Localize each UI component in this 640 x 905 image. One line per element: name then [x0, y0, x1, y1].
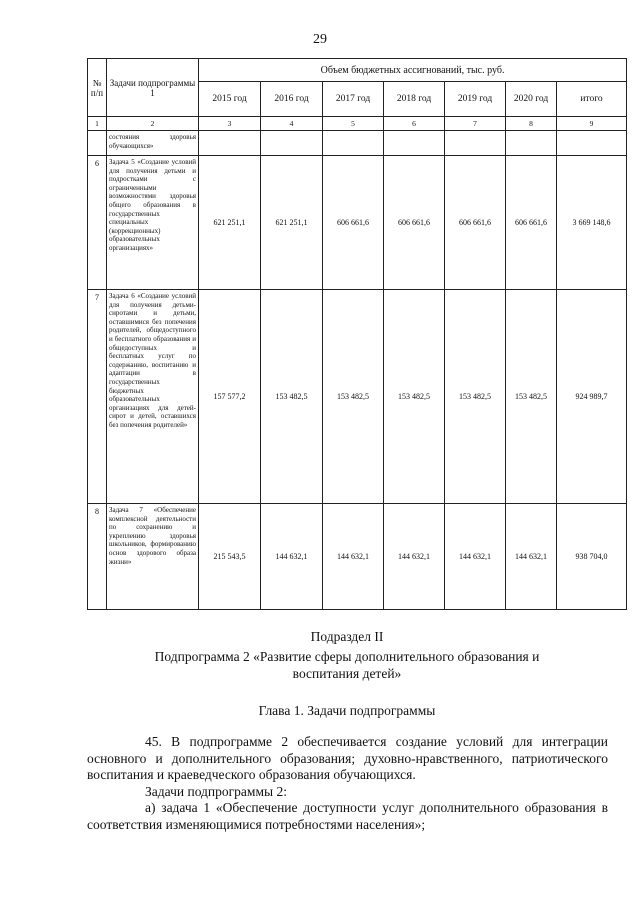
header-year-2015: 2015 год: [199, 82, 261, 117]
body-text: [87, 734, 608, 833]
value-cell: 606 661,6: [445, 156, 506, 290]
task-cell: Задача 7 «Обеспечение комплексной деятельности по сохранению и укреплению здоровья школьников, формированию основ здорового образа жизни»: [107, 504, 199, 610]
paragraph-45: 45. В подпрограмме 2 обеспечивается создание условий для интеграции основного и дополнительного образования; духовно-нравственного, патриотического воспитания и краеведческого образования обучающихся.: [87, 734, 608, 782]
header-year-2017: 2017 год: [323, 82, 384, 117]
row-number: 7: [88, 290, 107, 504]
task-cell: Задача 6 «Создание условий для получения детьми-сиротами и детьми, оставшимися без попечения родителей, общедоступного и бесплатного образования и общедоступных и бесплатных услуг по содержанию, воспитанию и адаптации в государственных бюджетных образовательных организациях для детей-сирот и детей, оставшихся без попечения родителей»: [107, 290, 199, 504]
table-row: [88, 156, 627, 290]
value-cell: 153 482,5: [261, 290, 323, 504]
header-year-2016: 2016 год: [261, 82, 323, 117]
subprogram-title-line1: Подпрограмма 2 «Развитие сферы дополнительного образования и: [154, 649, 540, 664]
table-row: [88, 504, 627, 610]
value-cell-total: 938 704,0: [557, 504, 627, 610]
value-cell: 144 632,1: [384, 504, 445, 610]
value-cell: 606 661,6: [384, 156, 445, 290]
value-cell: 144 632,1: [506, 504, 557, 610]
value-cell: 153 482,5: [506, 290, 557, 504]
value-cell: 621 251,1: [261, 156, 323, 290]
header-row-1: [88, 59, 627, 82]
column-number: 6: [384, 117, 445, 131]
value-cell: 153 482,5: [323, 290, 384, 504]
task-cell: Задача 5 «Создание условий для получения детьми и подростками с ограниченными возможностями здоровья общего образования в государственных специальных (коррекционных) образовательных организациях»: [107, 156, 199, 290]
header-year-2018: 2018 год: [384, 82, 445, 117]
value-cell: 144 632,1: [261, 504, 323, 610]
value-cell: 606 661,6: [323, 156, 384, 290]
column-number: 3: [199, 117, 261, 131]
header-year-2020: 2020 год: [506, 82, 557, 117]
value-cell: 144 632,1: [445, 504, 506, 610]
value-cell: 606 661,6: [506, 156, 557, 290]
value-cell: 153 482,5: [445, 290, 506, 504]
header-num: № п/п: [88, 59, 107, 117]
header-task: Задачи подпрограммы 1: [107, 59, 199, 117]
row-number: 8: [88, 504, 107, 610]
header-budget: Объем бюджетных ассигнований, тыс. руб.: [199, 59, 627, 82]
table-row: [88, 290, 627, 504]
column-number: 5: [323, 117, 384, 131]
subsection-heading: Подраздел II: [310, 629, 384, 644]
column-number: 1: [88, 117, 107, 131]
column-number: 2: [107, 117, 199, 131]
column-number: 7: [445, 117, 506, 131]
column-number-row: [88, 117, 627, 131]
header-total: итого: [557, 82, 627, 117]
header-year-2019: 2019 год: [445, 82, 506, 117]
column-number: 9: [557, 117, 627, 131]
value-cell: 144 632,1: [323, 504, 384, 610]
value-cell: 153 482,5: [384, 290, 445, 504]
task-cell: состояния здоровья обучающихся»: [107, 131, 199, 156]
budget-table: [87, 58, 627, 610]
value-cell: 157 577,2: [199, 290, 261, 504]
column-number: 8: [506, 117, 557, 131]
task-a-paragraph: а) задача 1 «Обеспечение доступности услуг дополнительного образования в соответствия изменяющимися потребностями населения»;: [87, 800, 608, 832]
value-cell-total: 924 989,7: [557, 290, 627, 504]
value-cell-total: 3 669 148,6: [557, 156, 627, 290]
column-number: 4: [261, 117, 323, 131]
row-number: 6: [88, 156, 107, 290]
page-number: 29: [313, 32, 327, 47]
value-cell: 215 543,5: [199, 504, 261, 610]
subprogram-title-line2: воспитания детей»: [292, 666, 402, 681]
table-row-continuation: [88, 131, 627, 156]
value-cell: 621 251,1: [199, 156, 261, 290]
chapter-heading: Глава 1. Задачи подпрограммы: [258, 703, 436, 718]
tasks-heading: Задачи подпрограммы 2:: [145, 783, 287, 799]
